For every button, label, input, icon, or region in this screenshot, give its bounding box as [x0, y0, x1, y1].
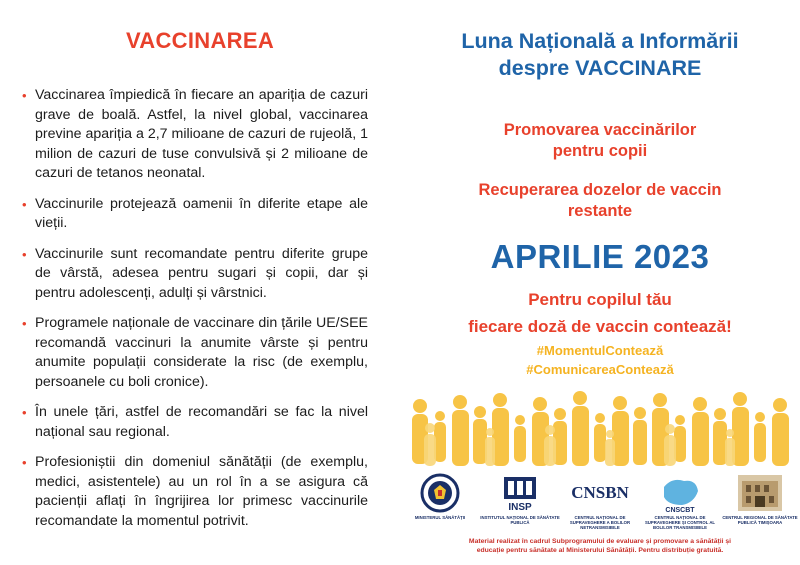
- hashtag-communication: #ComunicareaContează: [526, 362, 674, 377]
- list-item: [22, 314, 368, 392]
- left-title: VACCINAREA: [125, 28, 275, 53]
- logo-cnscbt: [640, 472, 720, 530]
- partner-logos: [400, 472, 800, 530]
- campaign-title: [400, 28, 800, 82]
- bullet-icon: •: [22, 455, 27, 470]
- subtitle-recovery: [400, 180, 800, 222]
- subtitle-recovery-line2: restante: [567, 202, 633, 220]
- bullet-text: Vaccinurile protejează oamenii în diferite etape ale vieții.: [35, 195, 368, 231]
- subtitle-promotion-line1: Promovarea vaccinărilor: [503, 121, 697, 139]
- list-item: [22, 245, 368, 304]
- logo-cnsbn: [560, 472, 640, 530]
- bullet-icon: •: [22, 316, 27, 331]
- insp-logo-icon: [480, 472, 560, 514]
- logo-ministry-caption: MINISTERUL SĂNĂTĂȚII: [414, 515, 466, 520]
- campaign-title-line2: despre VACCINARE: [498, 56, 702, 80]
- crsp-building-icon: [720, 472, 800, 514]
- logo-cnscbt-caption: CENTRUL NAȚIONAL DE SUPRAVEGHERE ȘI CONTROL AL BOLILOR TRANSMISIBILE: [644, 515, 716, 530]
- bullet-text: Vaccinarea împiedică în fiecare an apariția de cazuri grave de boală. Astfel, la nivel global, vaccinarea previne apariția a 2,7 milioane de cazuri de rujeolă, 1 milion de cazuri de tuse convulsivă și 2 milioane de cazuri de tetanos neonatal.: [35, 87, 368, 181]
- logo-crsp: [720, 472, 800, 525]
- bullet-text: În unele țări, astfel de recomandări se fac la nivel național sau regional.: [35, 404, 368, 440]
- footer-line2: educație pentru sănătate al Ministerului Sănătății. Pentru distribuție gratuită.: [476, 547, 724, 554]
- ministry-seal-icon: [400, 472, 480, 514]
- bullet-text: Vaccinurile sunt recomandate pentru diferite grupe de vârstă, adesea pentru sugari și copii, dar și pentru adolescenți, adulți și vârstnici.: [35, 245, 368, 301]
- footer-line1: Material realizat în cadrul Subprogramului de evaluare și promovare a sănătății și: [468, 538, 732, 545]
- campaign-month: APRILIE 2023: [490, 238, 710, 275]
- logo-insp: [480, 472, 560, 525]
- list-item: [22, 86, 368, 184]
- subtitle-promotion: [400, 120, 800, 162]
- bullet-icon: •: [22, 196, 27, 212]
- subtitle-promotion-line2: pentru copii: [552, 142, 648, 160]
- logo-cnsbn-caption: CENTRUL NAȚIONAL DE SUPRAVEGHERE A BOLILOR NETRANSMISIBILE: [569, 515, 631, 530]
- bullet-icon: •: [22, 88, 27, 103]
- list-item: [22, 403, 368, 442]
- cnscbt-logo-icon: [640, 472, 720, 514]
- footer-note: [430, 537, 770, 555]
- list-item: [22, 453, 368, 531]
- bullet-text: Profesioniștii din domeniul sănătății (de exemplu, medici, asistentele) au un rol în a se asigura că pacienții aflați în îngrijirea lor primesc vaccinurile recomandate la momentul potrivit.: [35, 454, 368, 529]
- campaign-title-line1: Luna Națională a Informării: [461, 29, 739, 53]
- logo-ministry: [400, 472, 480, 520]
- list-item: [22, 195, 368, 234]
- bullet-list: [22, 86, 368, 542]
- right-panel: [400, 0, 800, 565]
- logo-crsp-caption: CENTRUL REGIONAL DE SĂNĂTATE PUBLICĂ TIMIȘOARA: [722, 515, 798, 525]
- logo-insp-caption: INSTITUTUL NAȚIONAL DE SĂNĂTATE PUBLICĂ: [480, 515, 560, 525]
- slogan-line2: fiecare doză de vaccin contează!: [468, 317, 732, 336]
- subtitle-recovery-line1: Recuperarea dozelor de vaccin: [478, 181, 722, 199]
- insp-mark-text: INSP: [508, 502, 532, 513]
- cnsbn-mark-text: CNSBN: [571, 483, 629, 502]
- bullet-icon: •: [22, 405, 27, 420]
- family-illustration: [408, 384, 792, 470]
- bullet-icon: •: [22, 246, 27, 262]
- slogan-line1: Pentru copilul tău: [528, 290, 672, 309]
- hashtag-moment: #MomentulContează: [536, 343, 664, 358]
- bullet-text: Programele naționale de vaccinare din țările UE/SEE recomandă vaccinuri la anumite vârste și pentru anumite populații considerate la risc (de exemplu, persoanele cu boli cronice).: [35, 315, 368, 390]
- cnsbn-logo-icon: [560, 472, 640, 514]
- cnscbt-mark-text: CNSCBT: [665, 507, 695, 513]
